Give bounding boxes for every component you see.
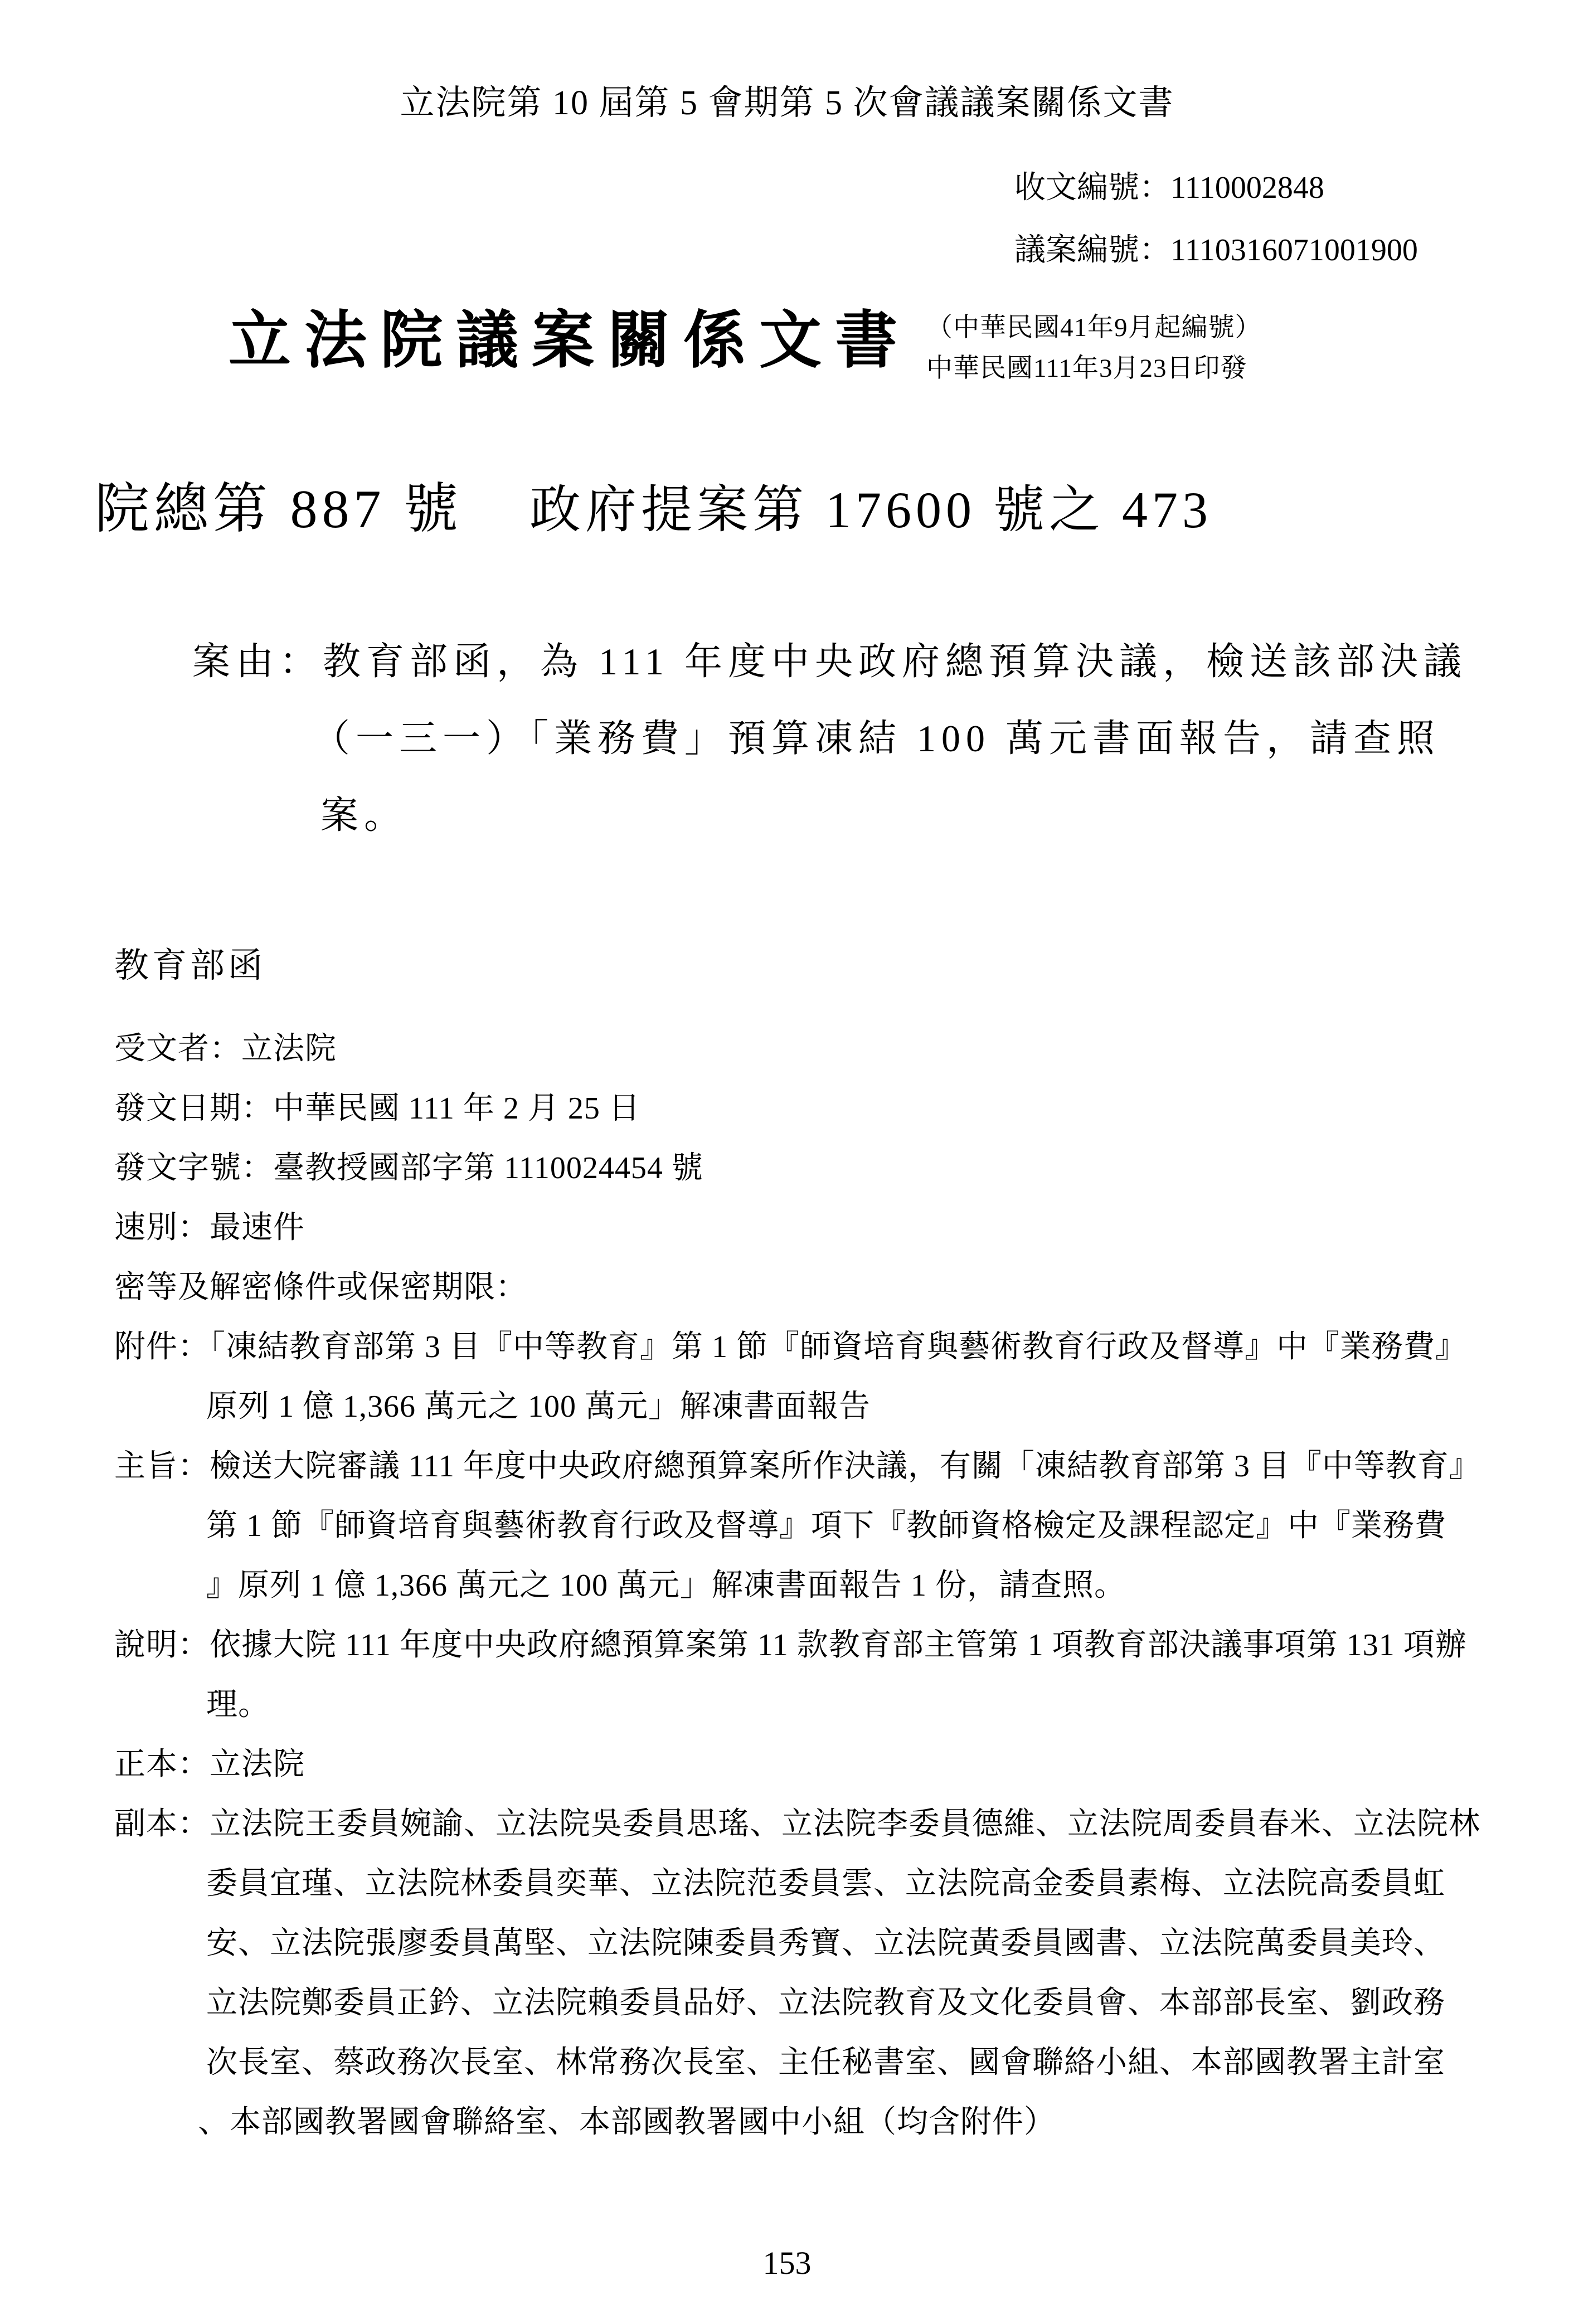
letter-date: 發文日期：中華民國 111 年 2 月 25 日 xyxy=(114,1091,640,1126)
letter-recipient: 受文者：立法院 xyxy=(114,1032,337,1066)
government-proposal-number: 政府提案第 17600 號之 473 xyxy=(529,482,1213,538)
session-header: 立法院第 10 屆第 5 會期第 5 次會議議案關係文書 xyxy=(400,84,1174,122)
letter-subject-line1: 主旨：檢送大院審議 111 年度中央政府總預算案所作決議，有關「凍結教育部第 3 目『中等教育』 xyxy=(114,1449,1481,1484)
carbon-copy-line5: 次長室、蔡政務次長室、林常務次長室、主任秘書室、國會聯絡小組、本部國教署主計室 xyxy=(206,2045,1445,2080)
explanation-line2: 理。 xyxy=(206,1688,270,1722)
subject-summary-line3: 案。 xyxy=(320,794,408,837)
letter-priority: 速別：最速件 xyxy=(114,1210,305,1245)
letter-heading: 教育部函 xyxy=(114,947,266,985)
carbon-copy-line3: 安、立法院張廖委員萬堅、立法院陳委員秀寶、立法院黃委員國書、立法院萬委員美玲、 xyxy=(206,1926,1445,1961)
page-number: 153 xyxy=(762,2245,812,2281)
letter-security: 密等及解密條件或保密期限： xyxy=(114,1270,527,1305)
case-number-row xyxy=(95,478,1212,541)
yuan-total-number: 院總第 887 號 xyxy=(95,479,463,539)
carbon-copy-line4: 立法院鄭委員正鈐、立法院賴委員品妤、立法院教育及文化委員會、本部部長室、劉政務 xyxy=(206,1986,1445,2020)
carbon-copy-line6: 、本部國教署國會聯絡室、本部國教署國中小組（均含附件） xyxy=(198,2105,1056,2140)
letter-ref-number: 發文字號：臺教授國部字第 1110024454 號 xyxy=(114,1151,703,1185)
reference-numbers xyxy=(1014,170,1418,295)
carbon-copy-line2: 委員宜瑾、立法院林委員奕華、立法院范委員雲、立法院高金委員素梅、立法院高委員虹 xyxy=(206,1866,1445,1901)
attachment-line2: 原列 1 億 1,366 萬元之 100 萬元」解凍書面報告 xyxy=(206,1389,871,1424)
title-note-line1: （中華民國41年9月起編號） xyxy=(926,313,1262,342)
title-note-line2: 中華民國111年3月23日印發 xyxy=(926,353,1247,383)
bill-number: 議案編號：1110316071001900 xyxy=(1014,233,1418,268)
letter-subject-line2: 第 1 節『師資培育與藝術教育行政及督導』項下『教師資格檢定及課程認定』中『業務費 xyxy=(206,1509,1446,1543)
carbon-copy-line1: 副本：立法院王委員婉諭、立法院吳委員思瑤、立法院李委員德維、立法院周委員春米、立法院林 xyxy=(114,1807,1480,1841)
letter-subject-line3: 』原列 1 億 1,366 萬元之 100 萬元」解凍書面報告 1 份，請查照。 xyxy=(206,1568,1126,1603)
document-title: 立法院議案關係文書 xyxy=(229,307,911,376)
title-note xyxy=(926,308,1262,389)
title-row xyxy=(229,305,1262,389)
original-copy: 正本：立法院 xyxy=(114,1747,305,1782)
subject-summary-line1: 案由：教育部函，為 111 年度中央政府總預算決議，檢送該部決議 xyxy=(192,640,1467,683)
subject-summary-line2: （一三一）「業務費」預算凍結 100 萬元書面報告，請查照 xyxy=(312,717,1441,760)
attachment-line1: 附件：「凍結教育部第 3 目『中等教育』第 1 節『師資培育與藝術教育行政及督導』中『業務費』 xyxy=(114,1330,1467,1364)
explanation-line1: 說明：依據大院 111 年度中央政府總預算案第 11 款教育部主管第 1 項教育部決議事項第 131 項辦 xyxy=(114,1628,1467,1662)
receipt-number: 收文編號：1110002848 xyxy=(1014,171,1324,205)
